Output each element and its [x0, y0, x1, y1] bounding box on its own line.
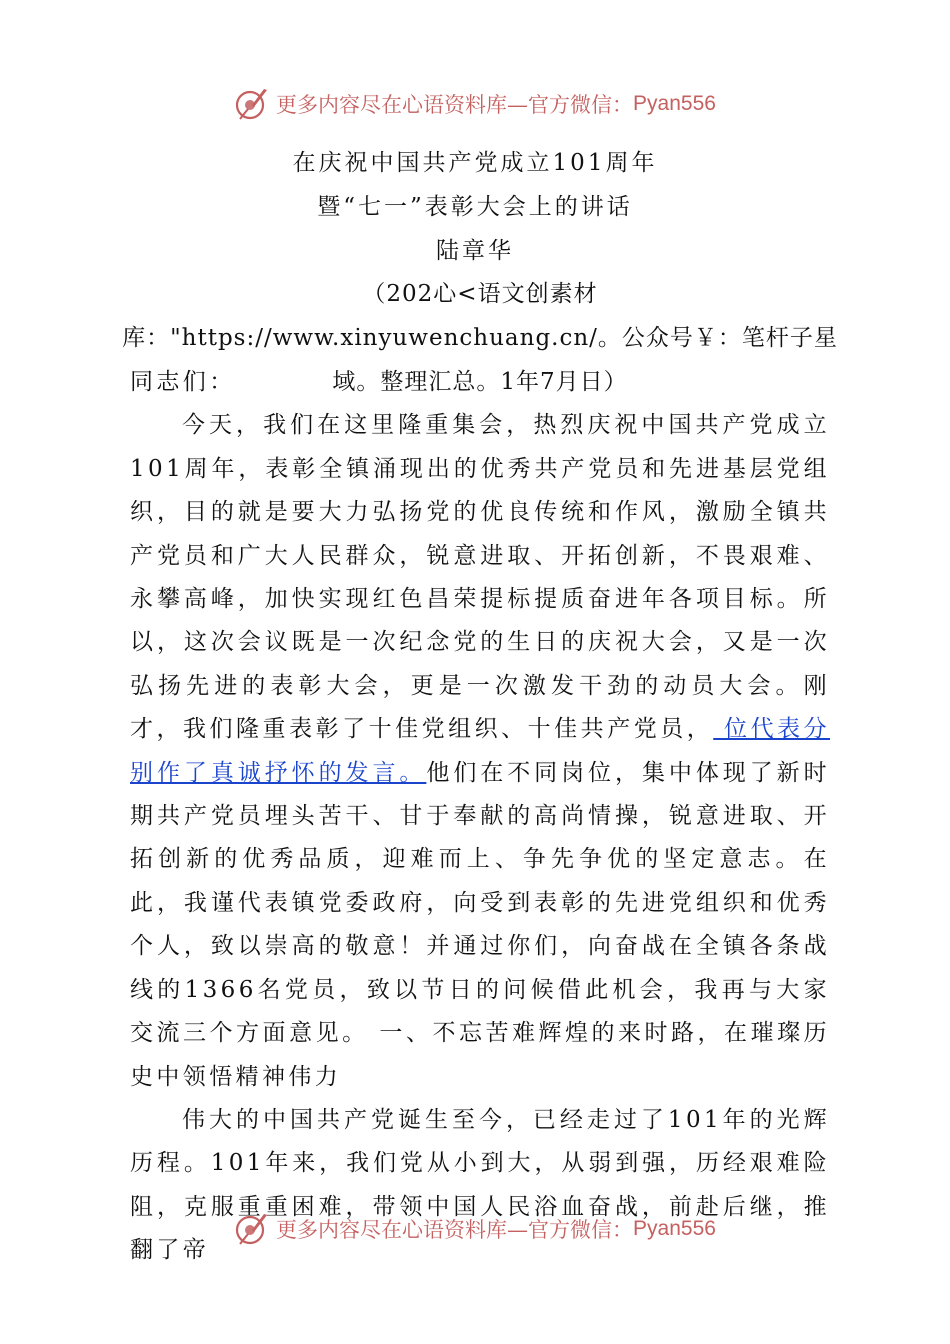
speech-link[interactable]: 位代表分别作了真诚抒怀的发言。	[130, 716, 830, 786]
speech-body	[130, 361, 830, 1273]
banner-handle: Pyan556	[633, 92, 716, 115]
salutation: 同志们：	[130, 369, 236, 395]
author-name: 陆章华	[436, 238, 514, 264]
paragraph-1-text-a: 今天，我们在这里隆重集会，热烈庆祝中国共产党成立101周年，表彰全镇涌现出的优秀共产党员和先进基层党组织，目的就是要大力弘扬党的优良传统和作风，激励全镇共产党员和广大人民群众，锐意进取、开拓创新，不畏艰难、永攀高峰，加快实现红色昌荣提标提质奋进年各项目标。所以，这次会议既是一次纪念党的生日的庆祝大会，又是一次弘扬先进的表彰大会，更是一次激发干劲的动员大会。刚才，我们隆重表彰了十佳党组织、十佳共产党员，	[130, 412, 830, 743]
source-note: （202心<语文创素材库："https://www.xinyuwenchuang.cn/。公众号￥：笔杆子星域。整理汇总。1年7月日）	[122, 281, 838, 395]
title-line-1: 在庆祝中国共产党成立101周年	[292, 150, 658, 176]
paragraph-2: 伟大的中国共产党诞生至今，已经走过了101年的光辉历程。101年来，我们党从小到大，从弱到强，历经艰难险阻，克服重重困难，带领中国人民浴血奋战，前赴后继，推翻了帝	[130, 1106, 830, 1264]
paragraph-1	[130, 404, 830, 1099]
paragraph-1-text-b: 他们在不同岗位，集中体现了新时期共产党员埋头苦干、甘于奉献的高尚情操，锐意进取、开拓创新的优秀品质，迎难而上、争先争优的坚定意志。在此，我谨代表镇党委政府，向受到表彰的先进党组织和优秀个人，致以崇高的敬意！并通过你们，向奋战在全镇各条战线的1366名党员，致以节日的问候借此机会，我再与大家交流三个方面意见。 一、不忘苦难辉煌的来时路，在璀璨历史中领悟精神伟力	[130, 759, 831, 1090]
banner-text: 更多内容尽在心语资料库—官方微信：	[276, 1218, 634, 1242]
quill-pen-circle-icon	[234, 1211, 270, 1247]
header-banner	[0, 84, 950, 124]
quill-pen-circle-icon	[234, 86, 270, 122]
footer-banner	[0, 1209, 950, 1249]
title-line-2: 暨“七一”表彰大会上的讲话	[317, 194, 633, 220]
banner-handle: Pyan556	[633, 1217, 716, 1240]
banner-text: 更多内容尽在心语资料库—官方微信：	[276, 93, 634, 117]
